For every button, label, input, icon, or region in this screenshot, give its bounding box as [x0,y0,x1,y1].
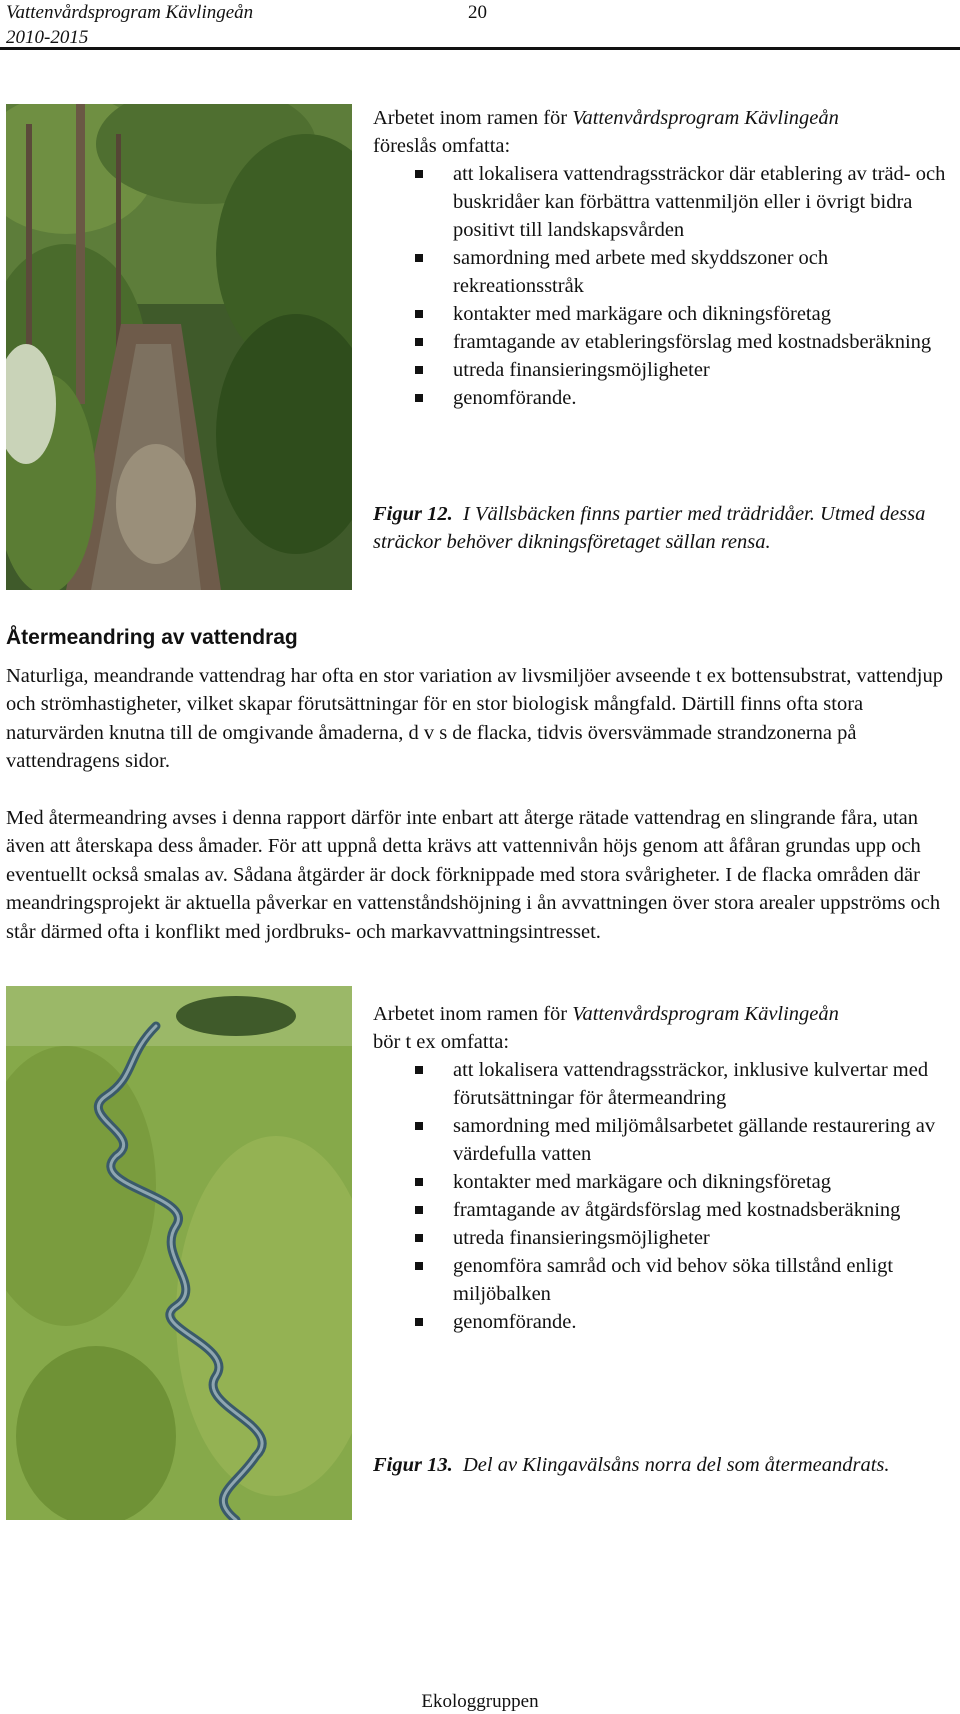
paragraph-2: Med återmeandring avses i denna rapport därför inte enbart att återge rätade vattendrag en slingrande fåra, utan även att återskapa dess åmader. För att uppnå detta krävs att vattennivån höjs genom att åfåran grundas upp och eventuellt också smalas av. Sådana åtgärder är dock förknippade med stora svårigheter. I de flacka områden där meandringsprojekt är aktuella påverkar en vattenståndshöjning i ån avvattningen över stora arealer uppströms och står därmed ofta i konflikt med jordbruks- och markavvattningsintresset. [6,807,941,943]
section3-intro [373,1000,953,1056]
figure12-caption [373,500,933,556]
page-number: 20 [468,2,487,23]
paragraph-1: Naturliga, meandrande vattendrag har ofta en stor variation av livsmiljöer avseende t ex bottensubstrat, vattendjup och strömhastigheter, vilket skapar förutsättningar för en stor biologisk mångfald. Därtill finns ofta stora naturvärden knutna till de omgivande åmaderna, d v s de flacka, tidvis översvämmade strandzonerna på vattendragens sidor. [6,665,943,773]
figure12-label: Figur 12. [373,503,453,525]
intro-program-name: Vattenvårdsprogram Kävlingeån [572,107,839,129]
intro-suffix: bör t ex omfatta: [373,1031,510,1053]
figure12-text: I Vällsbäcken finns partier med trädridåer. Utmed dessa sträckor behöver dikningsföretaget sällan rensa. [373,503,926,553]
list-item-text: utreda finansieringsmöjligheter [453,359,710,381]
list-item [373,1112,953,1168]
list-item-text: genomförande. [453,1311,577,1333]
header-years: 2010-2015 [6,27,89,48]
list-item-text: att lokalisera vattendragssträckor, inklusive kulvertar med förutsättningar för återmeandring [453,1059,929,1109]
bullet-icon [415,1262,423,1270]
footer: Ekologgruppen [421,1691,539,1712]
header-rule [0,47,960,50]
list-item-text: utreda finansieringsmöjligheter [453,1227,710,1249]
intro-prefix: Arbetet inom ramen för [373,107,573,129]
list-item [373,328,953,356]
list-item [373,160,953,244]
stream-photo [6,104,352,590]
bullet-icon [415,394,423,402]
list-item [373,1196,953,1224]
bullet-icon [415,1206,423,1214]
bullet-icon [415,338,423,346]
bullet-icon [415,1234,423,1242]
list-item [373,244,953,300]
list-item-text: samordning med arbete med skyddszoner och rekreationsstråk [453,247,829,297]
figure13-text: Del av Klingavälsåns norra del som återmeandrats. [463,1454,890,1476]
list-item [373,1168,953,1196]
bullet-icon [415,254,423,262]
figure13-caption [373,1451,933,1479]
bullet-icon [415,1178,423,1186]
list-item [373,384,953,412]
bullet-icon [415,366,423,374]
list-item-text: samordning med miljömålsarbetet gällande restaurering av värdefulla vatten [453,1115,936,1165]
section3-list [373,1056,953,1336]
bullet-icon [415,1318,423,1326]
intro-program-name: Vattenvårdsprogram Kävlingeån [572,1003,839,1025]
section1-list [373,160,953,412]
list-item [373,356,953,384]
list-item-text: att lokalisera vattendragssträckor där etablering av träd- och buskridåer kan förbättra vattenmiljön eller i övrigt bidra positivt till landskapsvården [453,163,946,241]
section-heading: Återmeandring av vattendrag [6,626,298,649]
intro-suffix: föreslås omfatta: [373,135,511,157]
bullet-icon [415,1066,423,1074]
list-item [373,1252,953,1308]
list-item [373,300,953,328]
header-title: Vattenvårdsprogram Kävlingeån [6,2,254,23]
figure13-label: Figur 13. [373,1454,453,1476]
section1-text [373,104,953,412]
bullet-icon [415,1122,423,1130]
list-item-text: framtagande av åtgärdsförslag med kostnadsberäkning [453,1199,901,1221]
list-item [373,1224,953,1252]
list-item-text: genomföra samråd och vid behov söka tillstånd enligt miljöbalken [453,1255,894,1305]
list-item-text: genomförande. [453,387,577,409]
list-item [373,1308,953,1336]
bullet-icon [415,170,423,178]
list-item [373,1056,953,1112]
meander-aerial-photo [6,986,352,1520]
bullet-icon [415,310,423,318]
intro-prefix: Arbetet inom ramen för [373,1003,573,1025]
section3-text [373,1000,953,1336]
list-item-text: framtagande av etableringsförslag med kostnadsberäkning [453,331,932,353]
list-item-text: kontakter med markägare och dikningsföretag [453,1171,831,1193]
list-item-text: kontakter med markägare och dikningsföretag [453,303,831,325]
section1-intro [373,104,953,160]
running-header [6,0,253,50]
